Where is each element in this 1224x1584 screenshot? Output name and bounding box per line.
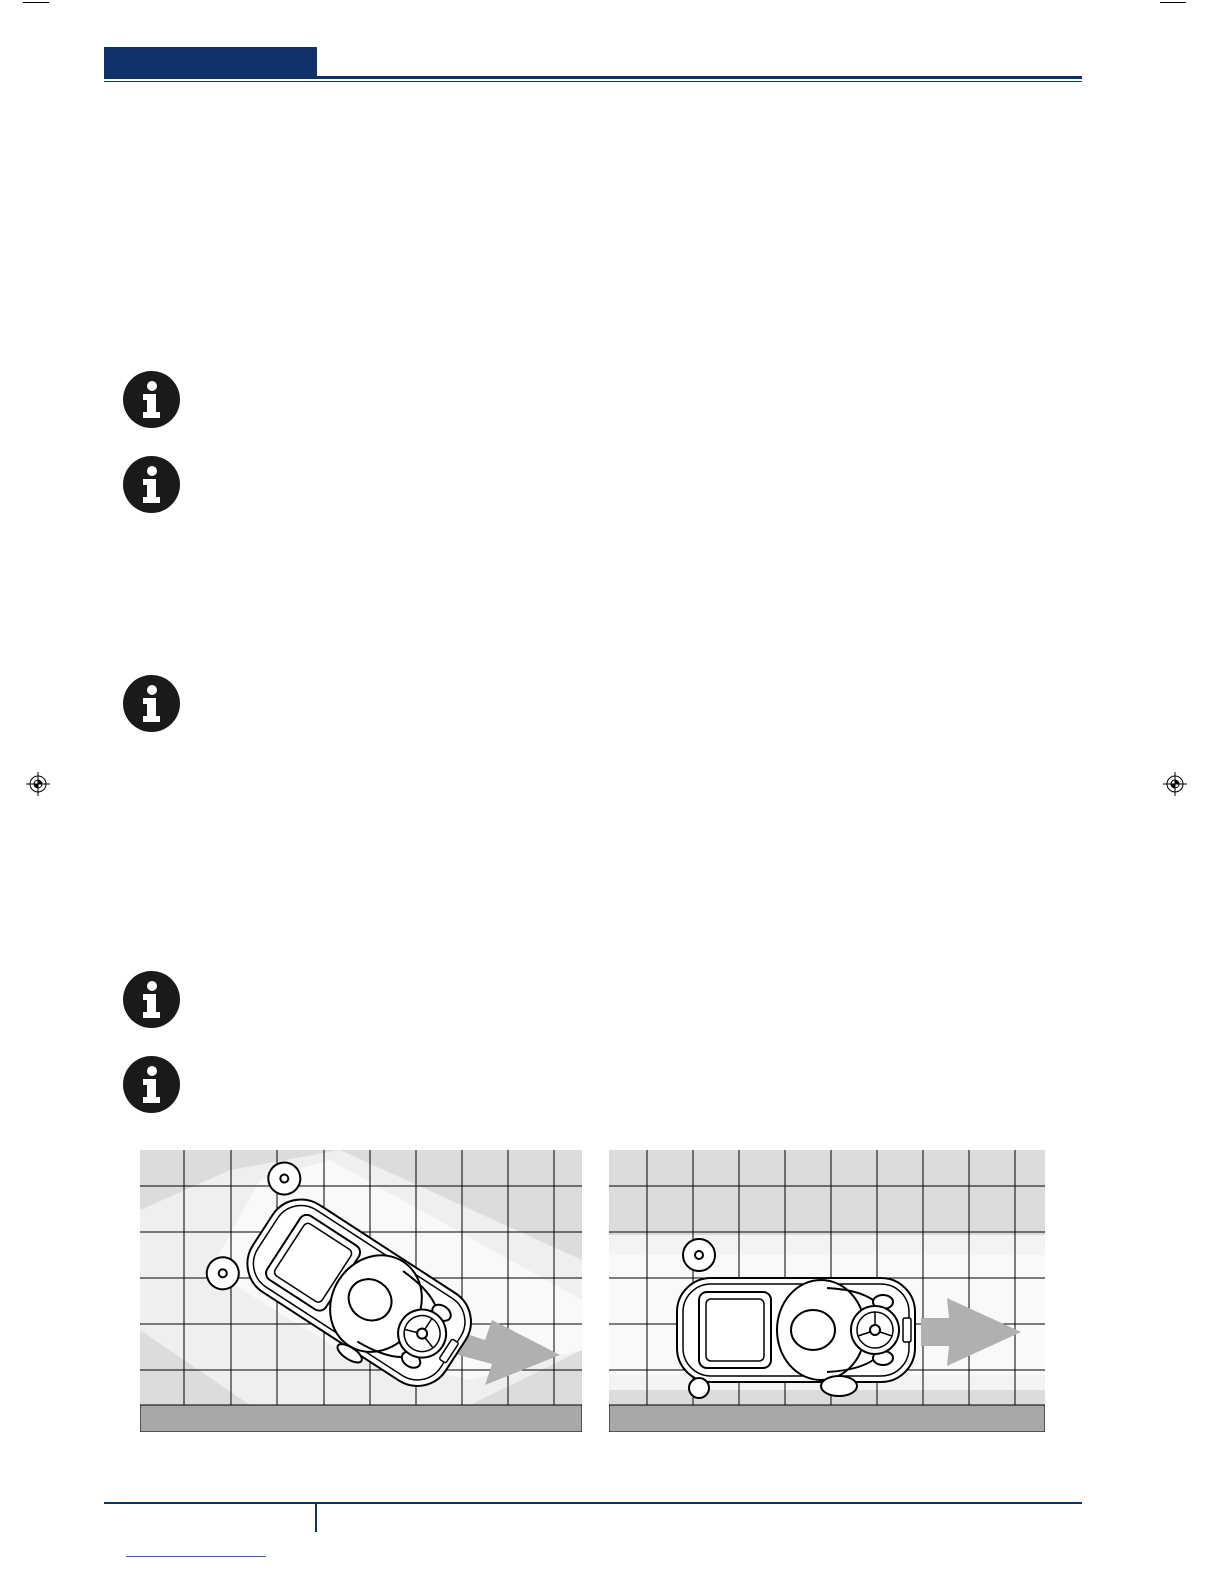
registration-mark-icon — [1163, 772, 1187, 796]
crop-mark-top-left — [23, 2, 49, 3]
header-rule-thin — [104, 81, 1082, 82]
info-icon — [123, 675, 180, 732]
footer-rule — [104, 1502, 1082, 1504]
info-icon — [123, 1056, 180, 1113]
footer-divider — [315, 1504, 317, 1532]
info-icon — [123, 971, 180, 1028]
illustration-panel-turning — [140, 1150, 582, 1432]
registration-mark-icon — [26, 772, 50, 796]
crop-mark-top-right — [1160, 2, 1186, 3]
footer-underline — [126, 1556, 266, 1557]
info-icon — [123, 371, 180, 428]
info-icon — [123, 456, 180, 513]
illustration-panel-straight — [609, 1150, 1045, 1432]
header-section-tab — [104, 47, 317, 76]
header-rule — [104, 76, 1082, 79]
